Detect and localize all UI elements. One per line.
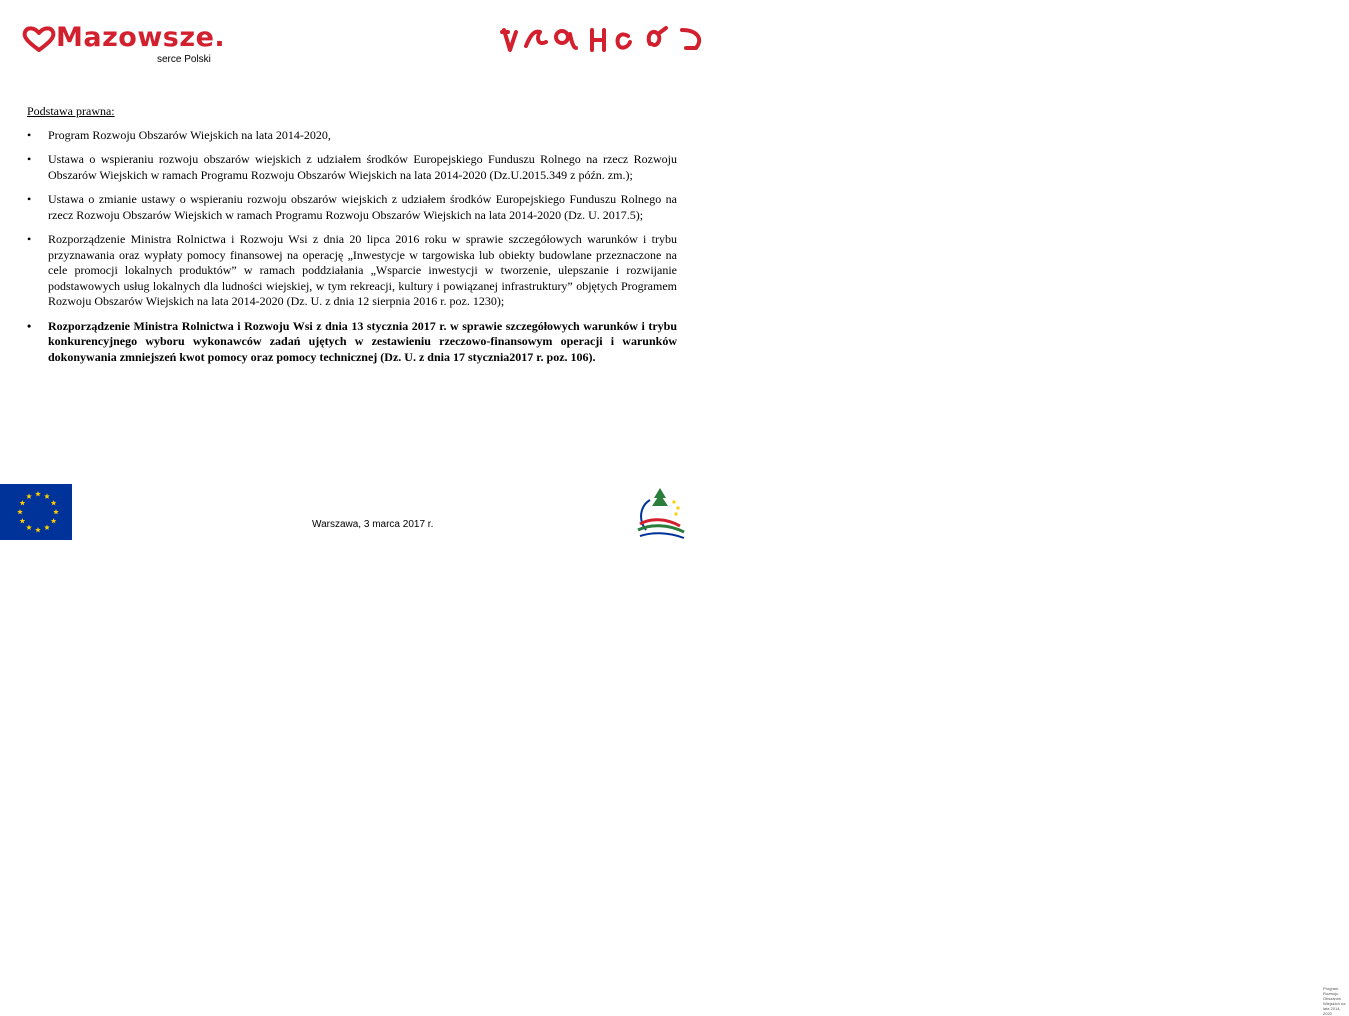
eu-star xyxy=(44,493,50,498)
footer-date: Warszawa, 3 marca 2017 r. xyxy=(312,519,434,530)
list-item xyxy=(27,232,677,310)
eu-star xyxy=(17,509,23,514)
bullet: • xyxy=(27,232,32,246)
brand-name: Mazowsze. xyxy=(56,22,226,53)
eu-star xyxy=(53,509,59,514)
eu-star xyxy=(20,500,26,505)
section-heading: Podstawa prawna: xyxy=(27,104,115,118)
list-item-text: Rozporządzenie Ministra Rolnictwa i Rozwoju Wsi z dnia 20 lipca 2016 roku w sprawie szczegółowych warunków i trybu przyznawania oraz wypłaty pomocy finansowej na operację „Inwestycje w targowiska lub obiekty budowlane przeznaczone na cele promocji lokalnych produktów” w ramach poddziałania „Wsparcie inwestycji w tworzenie, ulepszanie i rozwijanie podstawowych usług lokalnych dla ludności wiejskiej, w tym rekreacji, kultury i powiązanej infrastruktury” objętych Programem Rozwoju Obszarów Wiejskich na lata 2014-2020 (Dz. U. z dnia 12 sierpnia 2016 r. poz. 1230); xyxy=(48,232,677,308)
eu-flag-logo xyxy=(0,484,72,540)
eu-star xyxy=(44,525,50,530)
eu-star xyxy=(51,518,57,523)
list-item-text: Program Rozwoju Obszarów Wiejskich na lata 2014-2020, xyxy=(48,127,331,142)
list-item xyxy=(27,192,677,223)
prow-caption: Program Rozwoju Obszarów Wiejskich na lata 2014-2020 xyxy=(1323,986,1346,1016)
bullet: • xyxy=(27,152,32,166)
eu-stars-icon xyxy=(0,484,72,540)
bullet: • xyxy=(27,127,32,142)
list-item-text: Rozporządzenie Ministra Rolnictwa i Rozwoju Wsi z dnia 13 stycznia 2017 r. w sprawie szczegółowych warunków i trybu konkurencyjnego wyboru wykonawców zadań ujętych w zestawieniu rzeczowo-finansowym operacji i warunków dokonywania zmniejszeń kwot pomocy oraz pomocy technicznej (Dz. U. z dnia 17 stycznia2017 r. poz. 106). xyxy=(48,318,677,364)
legal-basis-section xyxy=(27,104,677,374)
list-item-text: Ustawa o wspieraniu rozwoju obszarów wiejskich z udziałem środków Europejskiego Funduszu Rolnego na rzecz Rozwoju Obszarów Wiejskich w ramach Programu Rozwoju Obszarów Wiejskich na lata 2014-2020 (Dz.U.2015.349 z późn. zm.); xyxy=(48,152,677,182)
eu-star xyxy=(51,500,57,505)
bullet: • xyxy=(27,192,32,206)
brand-tagline: serce Polski xyxy=(157,54,211,65)
prow-emblem-icon xyxy=(630,484,692,540)
heart-icon xyxy=(22,26,56,52)
bullet: • xyxy=(27,318,32,333)
list-item xyxy=(27,152,677,183)
eu-star xyxy=(35,491,41,496)
eu-star xyxy=(20,518,26,523)
list-item-text: Ustawa o zmianie ustawy o wspieraniu rozwoju obszarów wiejskich z udziałem środków Europejskiego Funduszu Rolnego na rzecz Rozwoju Obszarów Wiejskich w ramach Programu Rozwoju Obszarów Wiejskich na lata 2014-2020 (Dz. U. 2017.5); xyxy=(48,192,677,222)
list-item xyxy=(27,128,677,144)
legal-basis-list xyxy=(27,128,677,366)
list-item xyxy=(27,319,677,366)
eu-star xyxy=(26,493,32,498)
mazowsze-logo xyxy=(22,20,232,68)
eu-star xyxy=(26,525,32,530)
decorative-script-logo xyxy=(500,24,710,56)
eu-star xyxy=(35,527,41,532)
prow-logo xyxy=(630,484,1346,1016)
